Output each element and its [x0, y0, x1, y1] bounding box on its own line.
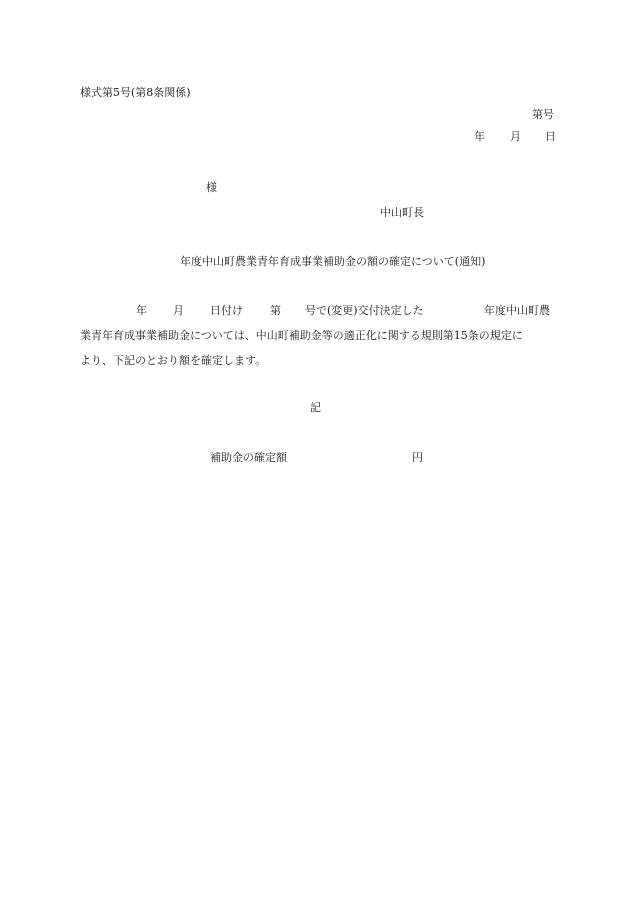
- amount-currency-unit: 円: [412, 451, 423, 464]
- confirmed-amount-label: 補助金の確定額: [210, 451, 287, 464]
- record-heading: 記: [310, 401, 321, 414]
- body-month-label: 月: [173, 304, 184, 317]
- body-decision-text: 号で(変更)交付決定した: [305, 304, 424, 317]
- date-month-label: 月: [510, 130, 521, 143]
- subject-title: 年度中山町農業青年育成事業補助金の額の確定について(通知): [180, 255, 486, 268]
- date-day-label: 日: [545, 130, 556, 143]
- body-paragraph-line-1: [0, 304, 630, 318]
- body-number-prefix: 第: [270, 304, 281, 317]
- document-number: 第号: [532, 108, 554, 121]
- body-paragraph-line-3: より、下記のとおり額を確定します。: [80, 354, 267, 367]
- date-year-label: 年: [474, 130, 485, 143]
- recipient-honorific: 様: [206, 181, 217, 194]
- body-year-label: 年: [136, 304, 147, 317]
- sender-name: 中山町長: [380, 206, 424, 219]
- body-date-suffix: 日付け: [210, 304, 243, 317]
- form-number-label: 様式第5号(第8条関係): [80, 86, 191, 99]
- body-paragraph-line-2: 業青年育成事業補助金については、中山町補助金等の適正化に関する規則第15条の規定に: [80, 329, 523, 342]
- body-fiscal-year-text: 年度中山町農: [484, 304, 550, 317]
